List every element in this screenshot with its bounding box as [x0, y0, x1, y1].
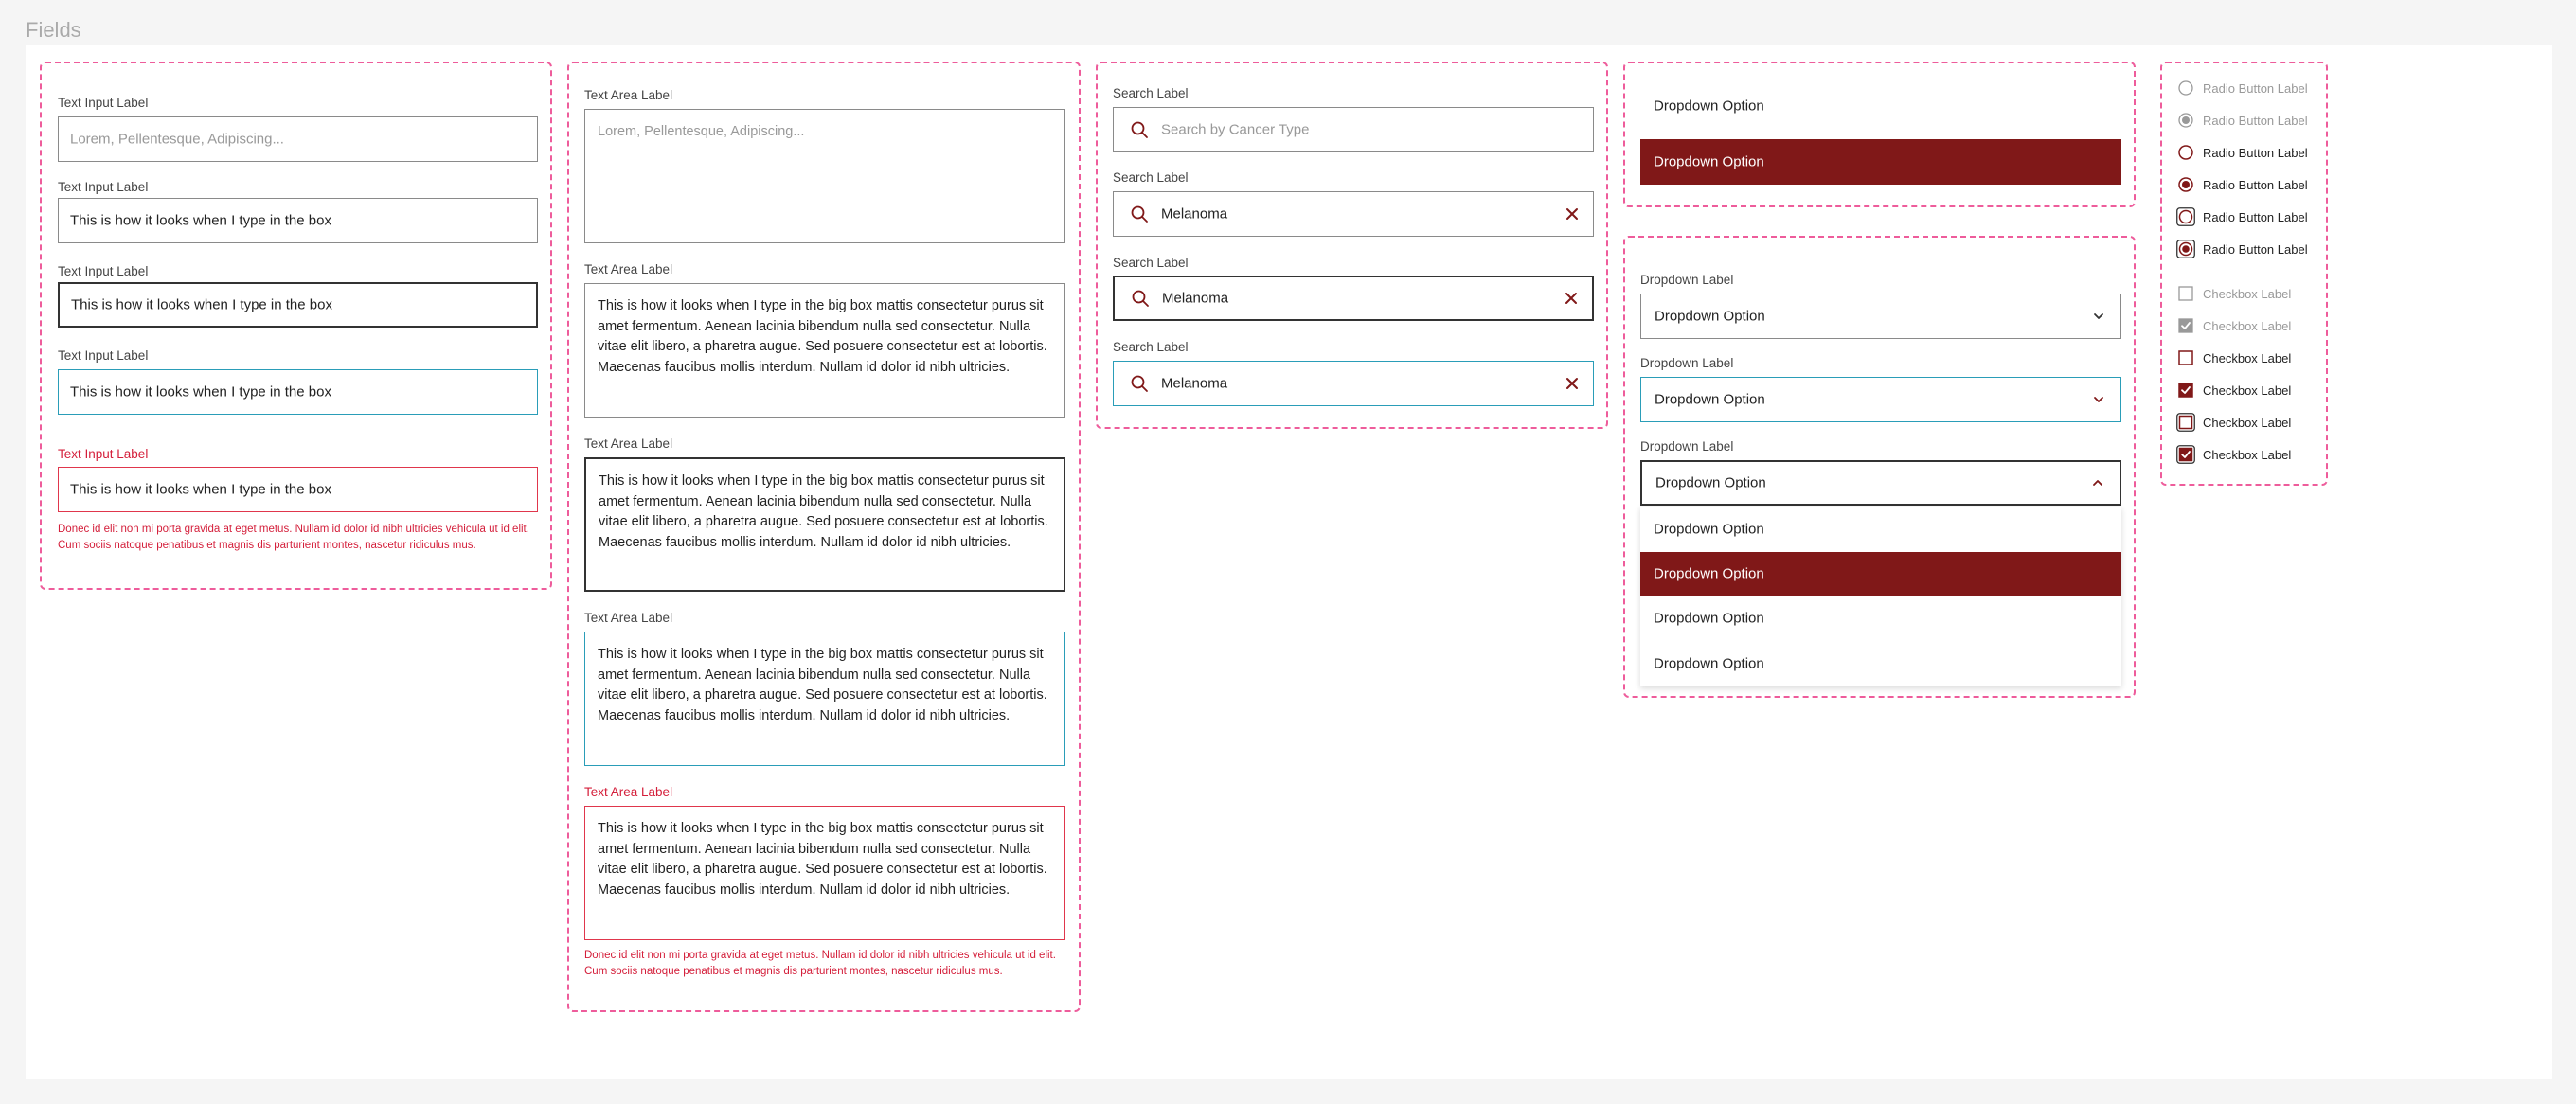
dropdown-option-label: Dropdown Option: [1654, 153, 1764, 170]
chevron-down-icon: [2092, 393, 2105, 406]
checkbox-label: Checkbox Label: [2203, 351, 2292, 365]
dropdown-value: Dropdown Option: [1655, 474, 1766, 491]
checkbox-label: Checkbox Label: [2203, 287, 2292, 301]
text-input-frame: [40, 62, 552, 590]
text-area-value: This is how it looks when I type in the big box mattis consectetur purus sit amet fermentum. Aenean lacinia bibendum nulla sed consectetur. Nulla vitae elit libero, a pharetra augue. Sed posuere consectetur est at lobortis. Maecenas faucibus mollis interdum. Nullam id dolor id nibh ultricies.: [598, 647, 1047, 723]
text-area-label: Text Area Label: [584, 611, 673, 625]
text-area-focus[interactable]: [584, 632, 1065, 766]
dropdown-label: Dropdown Label: [1640, 273, 1734, 287]
canvas: [26, 45, 2552, 1079]
search-frame: [1096, 62, 1608, 429]
radio-label: Radio Button Label: [2203, 114, 2308, 128]
radio-label: Radio Button Label: [2203, 81, 2308, 96]
dropdown-menu: [1640, 507, 2121, 686]
search-placeholder-text: Search by Cancer Type: [1161, 121, 1310, 138]
text-area-error-label: Text Area Label: [584, 785, 673, 799]
text-input-value: This is how it looks when I type in the box: [70, 212, 331, 229]
checkbox-label: Checkbox Label: [2203, 383, 2292, 398]
search-label: Search Label: [1113, 340, 1189, 354]
text-area-error-message: Donec id elit non mi porta gravida at eget metus. Nullam id dolor id nibh ultricies vehicula ut id elit. Cum sociis natoque penatibus et magnis dis parturient montes, nascetur ridiculus mus.: [584, 950, 1056, 977]
text-input-hover[interactable]: [58, 282, 538, 328]
text-area-value: This is how it looks when I type in the big box mattis consectetur purus sit amet fermentum. Aenean lacinia bibendum nulla sed consectetur. Nulla vitae elit libero, a pharetra augue. Sed posuere consectetur est at lobortis. Maecenas faucibus mollis interdum. Nullam id dolor id nibh ultricies.: [599, 473, 1048, 550]
checkbox-checked-icon: [2178, 318, 2193, 333]
radio-checked-icon: [2178, 113, 2193, 128]
dropdown-value: Dropdown Option: [1655, 391, 1765, 408]
dropdown-menu-item[interactable]: [1640, 507, 2121, 552]
dropdown-menu-item-label: Dropdown Option: [1654, 655, 1764, 672]
checkbox-checked-icon: [2178, 383, 2193, 398]
text-area-filled[interactable]: [584, 283, 1065, 418]
dropdown-menu-item[interactable]: [1640, 641, 2121, 686]
dropdown-option-selected[interactable]: [1640, 139, 2121, 185]
checkbox-focus-unchecked-icon: [2176, 413, 2195, 432]
dropdown-menu-item[interactable]: [1640, 596, 2121, 641]
checkbox-focus-checked-icon: [2176, 445, 2195, 464]
search-label: Search Label: [1113, 86, 1189, 100]
dropdown-option[interactable]: [1640, 84, 2121, 128]
radio-focus-checked-icon: [2176, 240, 2195, 258]
text-area-label: Text Area Label: [584, 262, 673, 276]
text-input-placeholder[interactable]: [58, 116, 538, 162]
search-input-placeholder[interactable]: [1113, 107, 1594, 152]
text-input-placeholder-text: Lorem, Pellentesque, Adipiscing...: [70, 131, 284, 148]
search-input-focus[interactable]: [1113, 361, 1594, 406]
text-input-label: Text Input Label: [58, 264, 149, 278]
radio-label: Radio Button Label: [2203, 210, 2308, 224]
search-icon: [1130, 205, 1149, 223]
dropdown-frame: [1623, 236, 2136, 698]
search-input-hover[interactable]: [1113, 276, 1594, 321]
radio-label: Radio Button Label: [2203, 178, 2308, 192]
radio-unchecked-icon: [2178, 145, 2193, 160]
page-title: Fields: [26, 18, 81, 42]
text-input-value: This is how it looks when I type in the box: [70, 383, 331, 401]
text-input-label: Text Input Label: [58, 348, 149, 363]
close-icon[interactable]: [1565, 206, 1580, 222]
checkbox-unchecked-icon: [2178, 286, 2193, 301]
search-value: Melanoma: [1162, 290, 1229, 307]
text-area-placeholder-text: Lorem, Pellentesque, Adipiscing...: [598, 124, 805, 139]
text-area-frame: [567, 62, 1081, 1012]
text-area-placeholder[interactable]: [584, 109, 1065, 243]
text-input-label: Text Input Label: [58, 96, 149, 110]
dropdown-menu-item-label: Dropdown Option: [1654, 610, 1764, 627]
checkbox-label: Checkbox Label: [2203, 319, 2292, 333]
text-area-label: Text Area Label: [584, 436, 673, 451]
chevron-down-icon: [2092, 310, 2105, 323]
dropdown-label: Dropdown Label: [1640, 439, 1734, 454]
radio-checked-icon: [2178, 177, 2193, 192]
text-input-filled[interactable]: [58, 198, 538, 243]
dropdown-menu-item-label: Dropdown Option: [1654, 565, 1764, 582]
text-input-value: This is how it looks when I type in the box: [71, 296, 332, 313]
search-value: Melanoma: [1161, 375, 1228, 392]
radio-label: Radio Button Label: [2203, 242, 2308, 257]
dropdown-value: Dropdown Option: [1655, 308, 1765, 325]
radio-label: Radio Button Label: [2203, 146, 2308, 160]
text-input-error-label: Text Input Label: [58, 447, 149, 461]
text-area-error[interactable]: [584, 806, 1065, 940]
checkbox-label: Checkbox Label: [2203, 448, 2292, 462]
dropdown-menu-item-selected[interactable]: [1640, 552, 2121, 596]
search-icon: [1131, 289, 1150, 308]
text-input-error-message: Donec id elit non mi porta gravida at eget metus. Nullam id dolor id nibh ultricies vehicula ut id elit. Cum sociis natoque penatibus et magnis dis parturient montes, nascetur ridiculus mus.: [58, 524, 529, 551]
search-icon: [1130, 374, 1149, 393]
checkbox-unchecked-icon: [2178, 350, 2193, 365]
text-area-label: Text Area Label: [584, 88, 673, 102]
dropdown-focus[interactable]: [1640, 377, 2121, 422]
checkbox-label: Checkbox Label: [2203, 416, 2292, 430]
selection-controls-frame: [2160, 62, 2328, 486]
dropdown-open[interactable]: [1640, 460, 2121, 506]
text-input-label: Text Input Label: [58, 180, 149, 194]
dropdown-option-frame: [1623, 62, 2136, 207]
search-input-filled[interactable]: [1113, 191, 1594, 237]
close-icon[interactable]: [1564, 291, 1579, 306]
dropdown-option-label: Dropdown Option: [1654, 98, 1764, 115]
search-label: Search Label: [1113, 256, 1189, 270]
radio-focus-unchecked-icon: [2176, 207, 2195, 226]
close-icon[interactable]: [1565, 376, 1580, 391]
text-area-value: This is how it looks when I type in the big box mattis consectetur purus sit amet fermentum. Aenean lacinia bibendum nulla sed consectetur. Nulla vitae elit libero, a pharetra augue. Sed posuere consectetur est at lobortis. Maecenas faucibus mollis interdum. Nullam id dolor id nibh ultricies.: [598, 821, 1047, 898]
text-input-value: This is how it looks when I type in the box: [70, 481, 331, 498]
dropdown-menu-item-label: Dropdown Option: [1654, 521, 1764, 538]
dropdown-default[interactable]: [1640, 294, 2121, 339]
search-value: Melanoma: [1161, 205, 1228, 223]
search-label: Search Label: [1113, 170, 1189, 185]
text-area-hover[interactable]: [584, 457, 1065, 592]
search-icon: [1130, 120, 1149, 139]
dropdown-label: Dropdown Label: [1640, 356, 1734, 370]
text-input-error[interactable]: [58, 467, 538, 512]
text-area-value: This is how it looks when I type in the big box mattis consectetur purus sit amet fermentum. Aenean lacinia bibendum nulla sed consectetur. Nulla vitae elit libero, a pharetra augue. Sed posuere consectetur est at lobortis. Maecenas faucibus mollis interdum. Nullam id dolor id nibh ultricies.: [598, 298, 1047, 375]
chevron-up-icon: [2091, 476, 2104, 490]
radio-unchecked-icon: [2178, 80, 2193, 96]
text-input-focus[interactable]: [58, 369, 538, 415]
